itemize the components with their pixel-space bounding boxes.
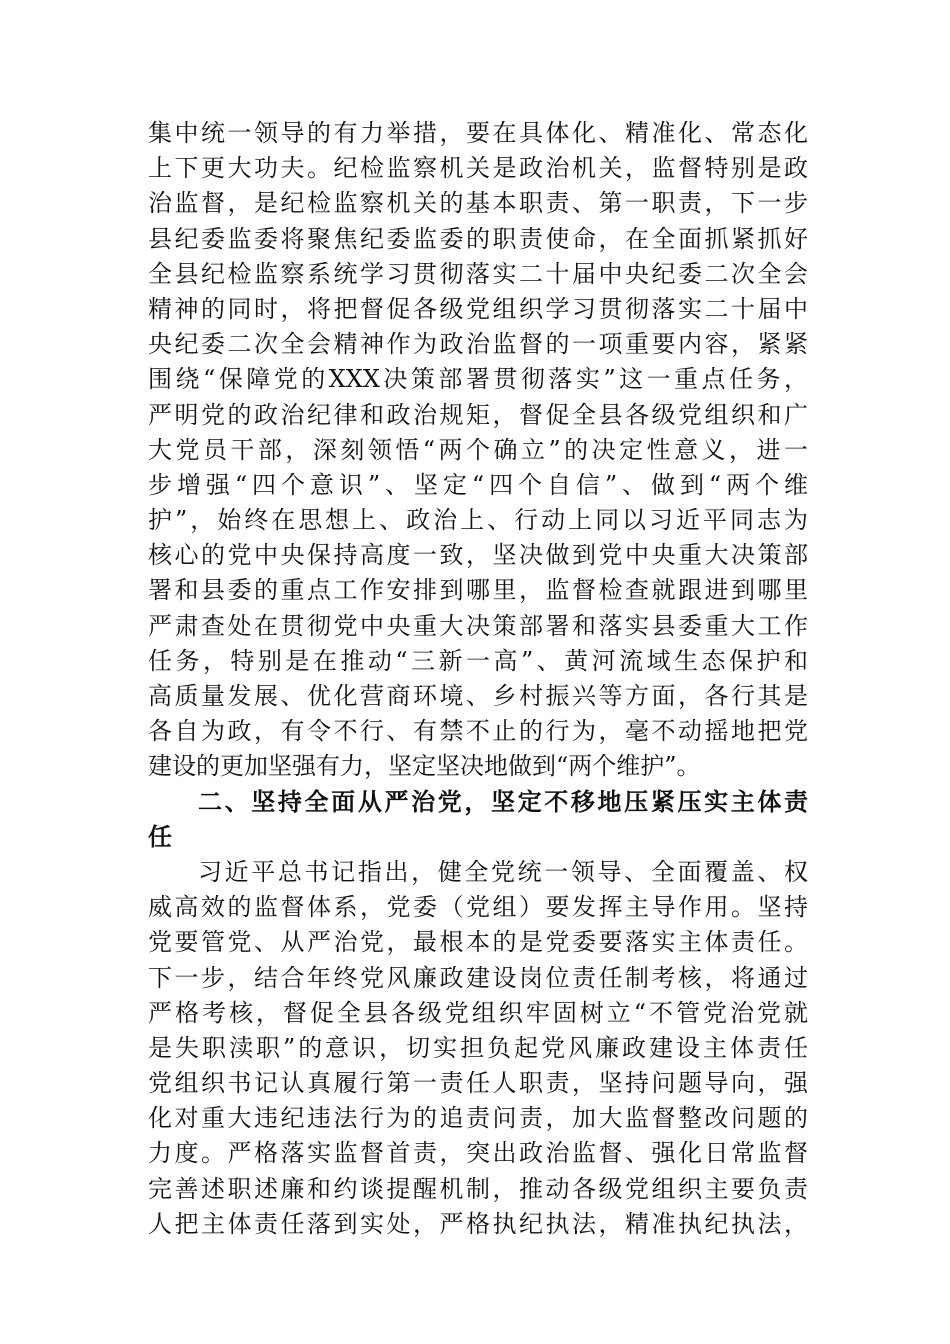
text-line: 县纪委监委将聚焦纪委监委的职责使命，在全面抓紧抓好 [148,224,808,253]
text-line: 治监督，是纪检监察机关的基本职责、第一职责，下一步 [148,189,808,218]
text-line: 习近平总书记指出，健全党统一领导、全面覆盖、权 [198,857,808,886]
text-line: 护”，始终在思想上、政治上、行动上同以习近平同志为 [148,506,808,535]
text-line: 署和县委的重点工作安排到哪里，监督检查就跟进到哪里 [148,576,808,605]
text-line: 集中统一领导的有力举措，要在具体化、精准化、常态化 [148,119,808,147]
text-line: 核心的党中央保持高度一致，坚决做到党中央重大决策部 [148,541,808,570]
document-body [148,116,808,1242]
heading-line: 任 [148,822,172,851]
text-line: 央纪委二次全会精神作为政治监督的一项重要内容，紧紧 [148,330,808,359]
text-line: 任务，特别是在推动“三新一高”、黄河流域生态保护和 [148,646,808,675]
text-line: 是失职渎职”的意识，切实担负起党风廉政建设主体责任 [148,1033,808,1062]
text-line: 高质量发展、优化营商环境、乡村振兴等方面，各行其是 [148,682,808,710]
text-line: 党要管党、从严治党，最根本的是党委要落实主体责任。 [148,928,808,957]
text-line: 建设的更加坚强有力，坚定坚决地做到“两个维护”。 [148,752,701,781]
text-line: 力度。严格落实监督首责，突出政治监督、强化日常监督 [148,1139,808,1168]
text-line: 精神的同时，将把督促各级党组织学习贯彻落实二十届中 [148,294,808,323]
text-line: 上下更大功夫。纪检监察机关是政治机关，监督特别是政 [148,154,808,183]
text-line: 全县纪检监察系统学习贯彻落实二十届中央纪委二次全会 [148,259,808,288]
text-line: 化对重大违纪违法行为的追责问责，加大监督整改问题的 [148,1104,808,1133]
text-line: 严明党的政治纪律和政治规矩，督促全县各级党组织和广 [148,400,808,429]
text-line: 各自为政，有令不行、有禁不止的行为，毫不动摇地把党 [148,717,808,746]
text-line: 步增强“四个意识”、坚定“四个自信”、做到“两个维 [148,470,808,499]
section-heading [148,785,808,855]
paragraph-duty-mission [148,116,808,785]
text-line: 党组织书记认真履行第一责任人职责，坚持问题导向，强 [148,1069,808,1098]
text-line: 人把主体责任落到实处，严格执纪执法，精准执纪执法， [148,1209,808,1238]
heading-line: 二、坚持全面从严治党，坚定不移地压紧压实主体责 [198,787,808,816]
text-line: 大党员干部，深刻领悟“两个确立”的决定性意义，进一 [148,435,808,464]
text-line: 威高效的监督体系，党委（党组）要发挥主导作用。坚持 [148,893,808,922]
text-line: 严肃查处在贯彻党中央重大决策部署和落实县委重大工作 [148,611,808,640]
text-line: 完善述职述廉和约谈提醒机制，推动各级党组织主要负责 [148,1174,808,1203]
text-line: 严格考核，督促全县各级党组织牢固树立“不管党治党就 [148,998,808,1027]
paragraph-main-responsibility [148,855,808,1242]
text-line: 围绕“保障党的XXX决策部署贯彻落实”这一重点任务， [148,365,808,394]
text-line: 下一步，结合年终党风廉政建设岗位责任制考核，将通过 [148,963,808,992]
